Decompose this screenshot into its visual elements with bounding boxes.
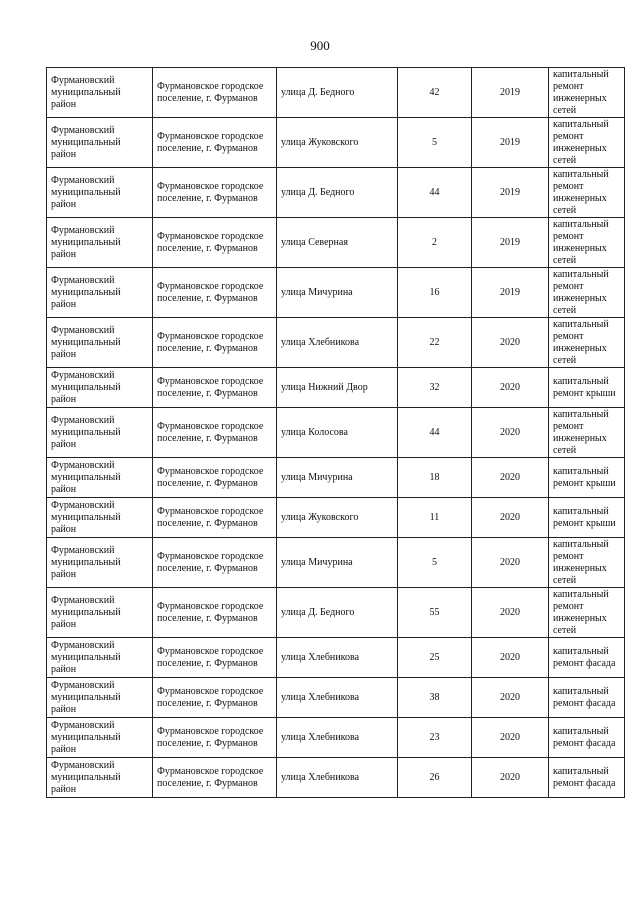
work-type-cell: капитальный ремонт инженерных сетей [549, 268, 625, 318]
work-type-cell: капитальный ремонт инженерных сетей [549, 318, 625, 368]
settlement-cell: Фурмановское городское поселение, г. Фурманов [153, 68, 277, 118]
street-cell: улица Хлебникова [277, 678, 398, 718]
settlement-cell: Фурмановское городское поселение, г. Фурманов [153, 368, 277, 408]
settlement-cell: Фурмановское городское поселение, г. Фурманов [153, 678, 277, 718]
settlement-cell: Фурмановское городское поселение, г. Фурманов [153, 588, 277, 638]
work-type-cell: капитальный ремонт инженерных сетей [549, 538, 625, 588]
work-type-cell: капитальный ремонт инженерных сетей [549, 588, 625, 638]
table-row [47, 368, 625, 408]
repair-schedule-table [46, 67, 625, 798]
year-cell: 2020 [472, 758, 549, 798]
district-cell: Фурмановский муниципальный район [47, 118, 153, 168]
work-type-cell: капитальный ремонт крыши [549, 458, 625, 498]
district-cell: Фурмановский муниципальный район [47, 368, 153, 408]
settlement-cell: Фурмановское городское поселение, г. Фурманов [153, 538, 277, 588]
district-cell: Фурмановский муниципальный район [47, 498, 153, 538]
settlement-cell: Фурмановское городское поселение, г. Фурманов [153, 318, 277, 368]
settlement-cell: Фурмановское городское поселение, г. Фурманов [153, 758, 277, 798]
year-cell: 2020 [472, 458, 549, 498]
house-number-cell: 16 [398, 268, 472, 318]
work-type-cell: капитальный ремонт фасада [549, 718, 625, 758]
table-row [47, 458, 625, 498]
district-cell: Фурмановский муниципальный район [47, 638, 153, 678]
street-cell: улица Жуковского [277, 498, 398, 538]
work-type-cell: капитальный ремонт крыши [549, 368, 625, 408]
work-type-cell: капитальный ремонт фасада [549, 758, 625, 798]
street-cell: улица Колосова [277, 408, 398, 458]
house-number-cell: 22 [398, 318, 472, 368]
year-cell: 2020 [472, 408, 549, 458]
house-number-cell: 18 [398, 458, 472, 498]
work-type-cell: капитальный ремонт крыши [549, 498, 625, 538]
district-cell: Фурмановский муниципальный район [47, 678, 153, 718]
street-cell: улица Мичурина [277, 458, 398, 498]
street-cell: улица Д. Бедного [277, 588, 398, 638]
house-number-cell: 5 [398, 118, 472, 168]
table-row [47, 318, 625, 368]
district-cell: Фурмановский муниципальный район [47, 168, 153, 218]
house-number-cell: 2 [398, 218, 472, 268]
street-cell: улица Д. Бедного [277, 168, 398, 218]
settlement-cell: Фурмановское городское поселение, г. Фурманов [153, 218, 277, 268]
house-number-cell: 11 [398, 498, 472, 538]
year-cell: 2020 [472, 368, 549, 408]
district-cell: Фурмановский муниципальный район [47, 218, 153, 268]
table-row [47, 678, 625, 718]
district-cell: Фурмановский муниципальный район [47, 588, 153, 638]
table-row [47, 218, 625, 268]
house-number-cell: 42 [398, 68, 472, 118]
house-number-cell: 44 [398, 168, 472, 218]
settlement-cell: Фурмановское городское поселение, г. Фурманов [153, 268, 277, 318]
street-cell: улица Мичурина [277, 538, 398, 588]
year-cell: 2020 [472, 318, 549, 368]
district-cell: Фурмановский муниципальный район [47, 758, 153, 798]
table-row [47, 758, 625, 798]
year-cell: 2020 [472, 498, 549, 538]
table-row [47, 588, 625, 638]
year-cell: 2020 [472, 678, 549, 718]
year-cell: 2019 [472, 168, 549, 218]
table-row [47, 538, 625, 588]
page-number: 900 [310, 38, 330, 53]
settlement-cell: Фурмановское городское поселение, г. Фурманов [153, 718, 277, 758]
district-cell: Фурмановский муниципальный район [47, 68, 153, 118]
house-number-cell: 55 [398, 588, 472, 638]
street-cell: улица Хлебникова [277, 318, 398, 368]
street-cell: улица Д. Бедного [277, 68, 398, 118]
street-cell: улица Жуковского [277, 118, 398, 168]
year-cell: 2020 [472, 718, 549, 758]
table-row [47, 408, 625, 458]
house-number-cell: 23 [398, 718, 472, 758]
table-row [47, 118, 625, 168]
year-cell: 2020 [472, 638, 549, 678]
district-cell: Фурмановский муниципальный район [47, 718, 153, 758]
year-cell: 2020 [472, 588, 549, 638]
district-cell: Фурмановский муниципальный район [47, 408, 153, 458]
year-cell: 2020 [472, 538, 549, 588]
street-cell: улица Нижний Двор [277, 368, 398, 408]
settlement-cell: Фурмановское городское поселение, г. Фурманов [153, 168, 277, 218]
house-number-cell: 38 [398, 678, 472, 718]
settlement-cell: Фурмановское городское поселение, г. Фурманов [153, 408, 277, 458]
year-cell: 2019 [472, 68, 549, 118]
table-row [47, 718, 625, 758]
street-cell: улица Северная [277, 218, 398, 268]
work-type-cell: капитальный ремонт фасада [549, 678, 625, 718]
street-cell: улица Хлебникова [277, 758, 398, 798]
table-row [47, 638, 625, 678]
work-type-cell: капитальный ремонт инженерных сетей [549, 68, 625, 118]
district-cell: Фурмановский муниципальный район [47, 268, 153, 318]
settlement-cell: Фурмановское городское поселение, г. Фурманов [153, 498, 277, 538]
house-number-cell: 26 [398, 758, 472, 798]
district-cell: Фурмановский муниципальный район [47, 538, 153, 588]
district-cell: Фурмановский муниципальный район [47, 318, 153, 368]
work-type-cell: капитальный ремонт инженерных сетей [549, 218, 625, 268]
year-cell: 2019 [472, 118, 549, 168]
house-number-cell: 25 [398, 638, 472, 678]
year-cell: 2019 [472, 218, 549, 268]
settlement-cell: Фурмановское городское поселение, г. Фурманов [153, 118, 277, 168]
year-cell: 2019 [472, 268, 549, 318]
work-type-cell: капитальный ремонт инженерных сетей [549, 408, 625, 458]
street-cell: улица Мичурина [277, 268, 398, 318]
settlement-cell: Фурмановское городское поселение, г. Фурманов [153, 458, 277, 498]
table-row [47, 168, 625, 218]
work-type-cell: капитальный ремонт инженерных сетей [549, 168, 625, 218]
house-number-cell: 44 [398, 408, 472, 458]
house-number-cell: 5 [398, 538, 472, 588]
table-row [47, 68, 625, 118]
district-cell: Фурмановский муниципальный район [47, 458, 153, 498]
table-row [47, 498, 625, 538]
street-cell: улица Хлебникова [277, 718, 398, 758]
settlement-cell: Фурмановское городское поселение, г. Фурманов [153, 638, 277, 678]
table-row [47, 268, 625, 318]
house-number-cell: 32 [398, 368, 472, 408]
work-type-cell: капитальный ремонт фасада [549, 638, 625, 678]
work-type-cell: капитальный ремонт инженерных сетей [549, 118, 625, 168]
street-cell: улица Хлебникова [277, 638, 398, 678]
